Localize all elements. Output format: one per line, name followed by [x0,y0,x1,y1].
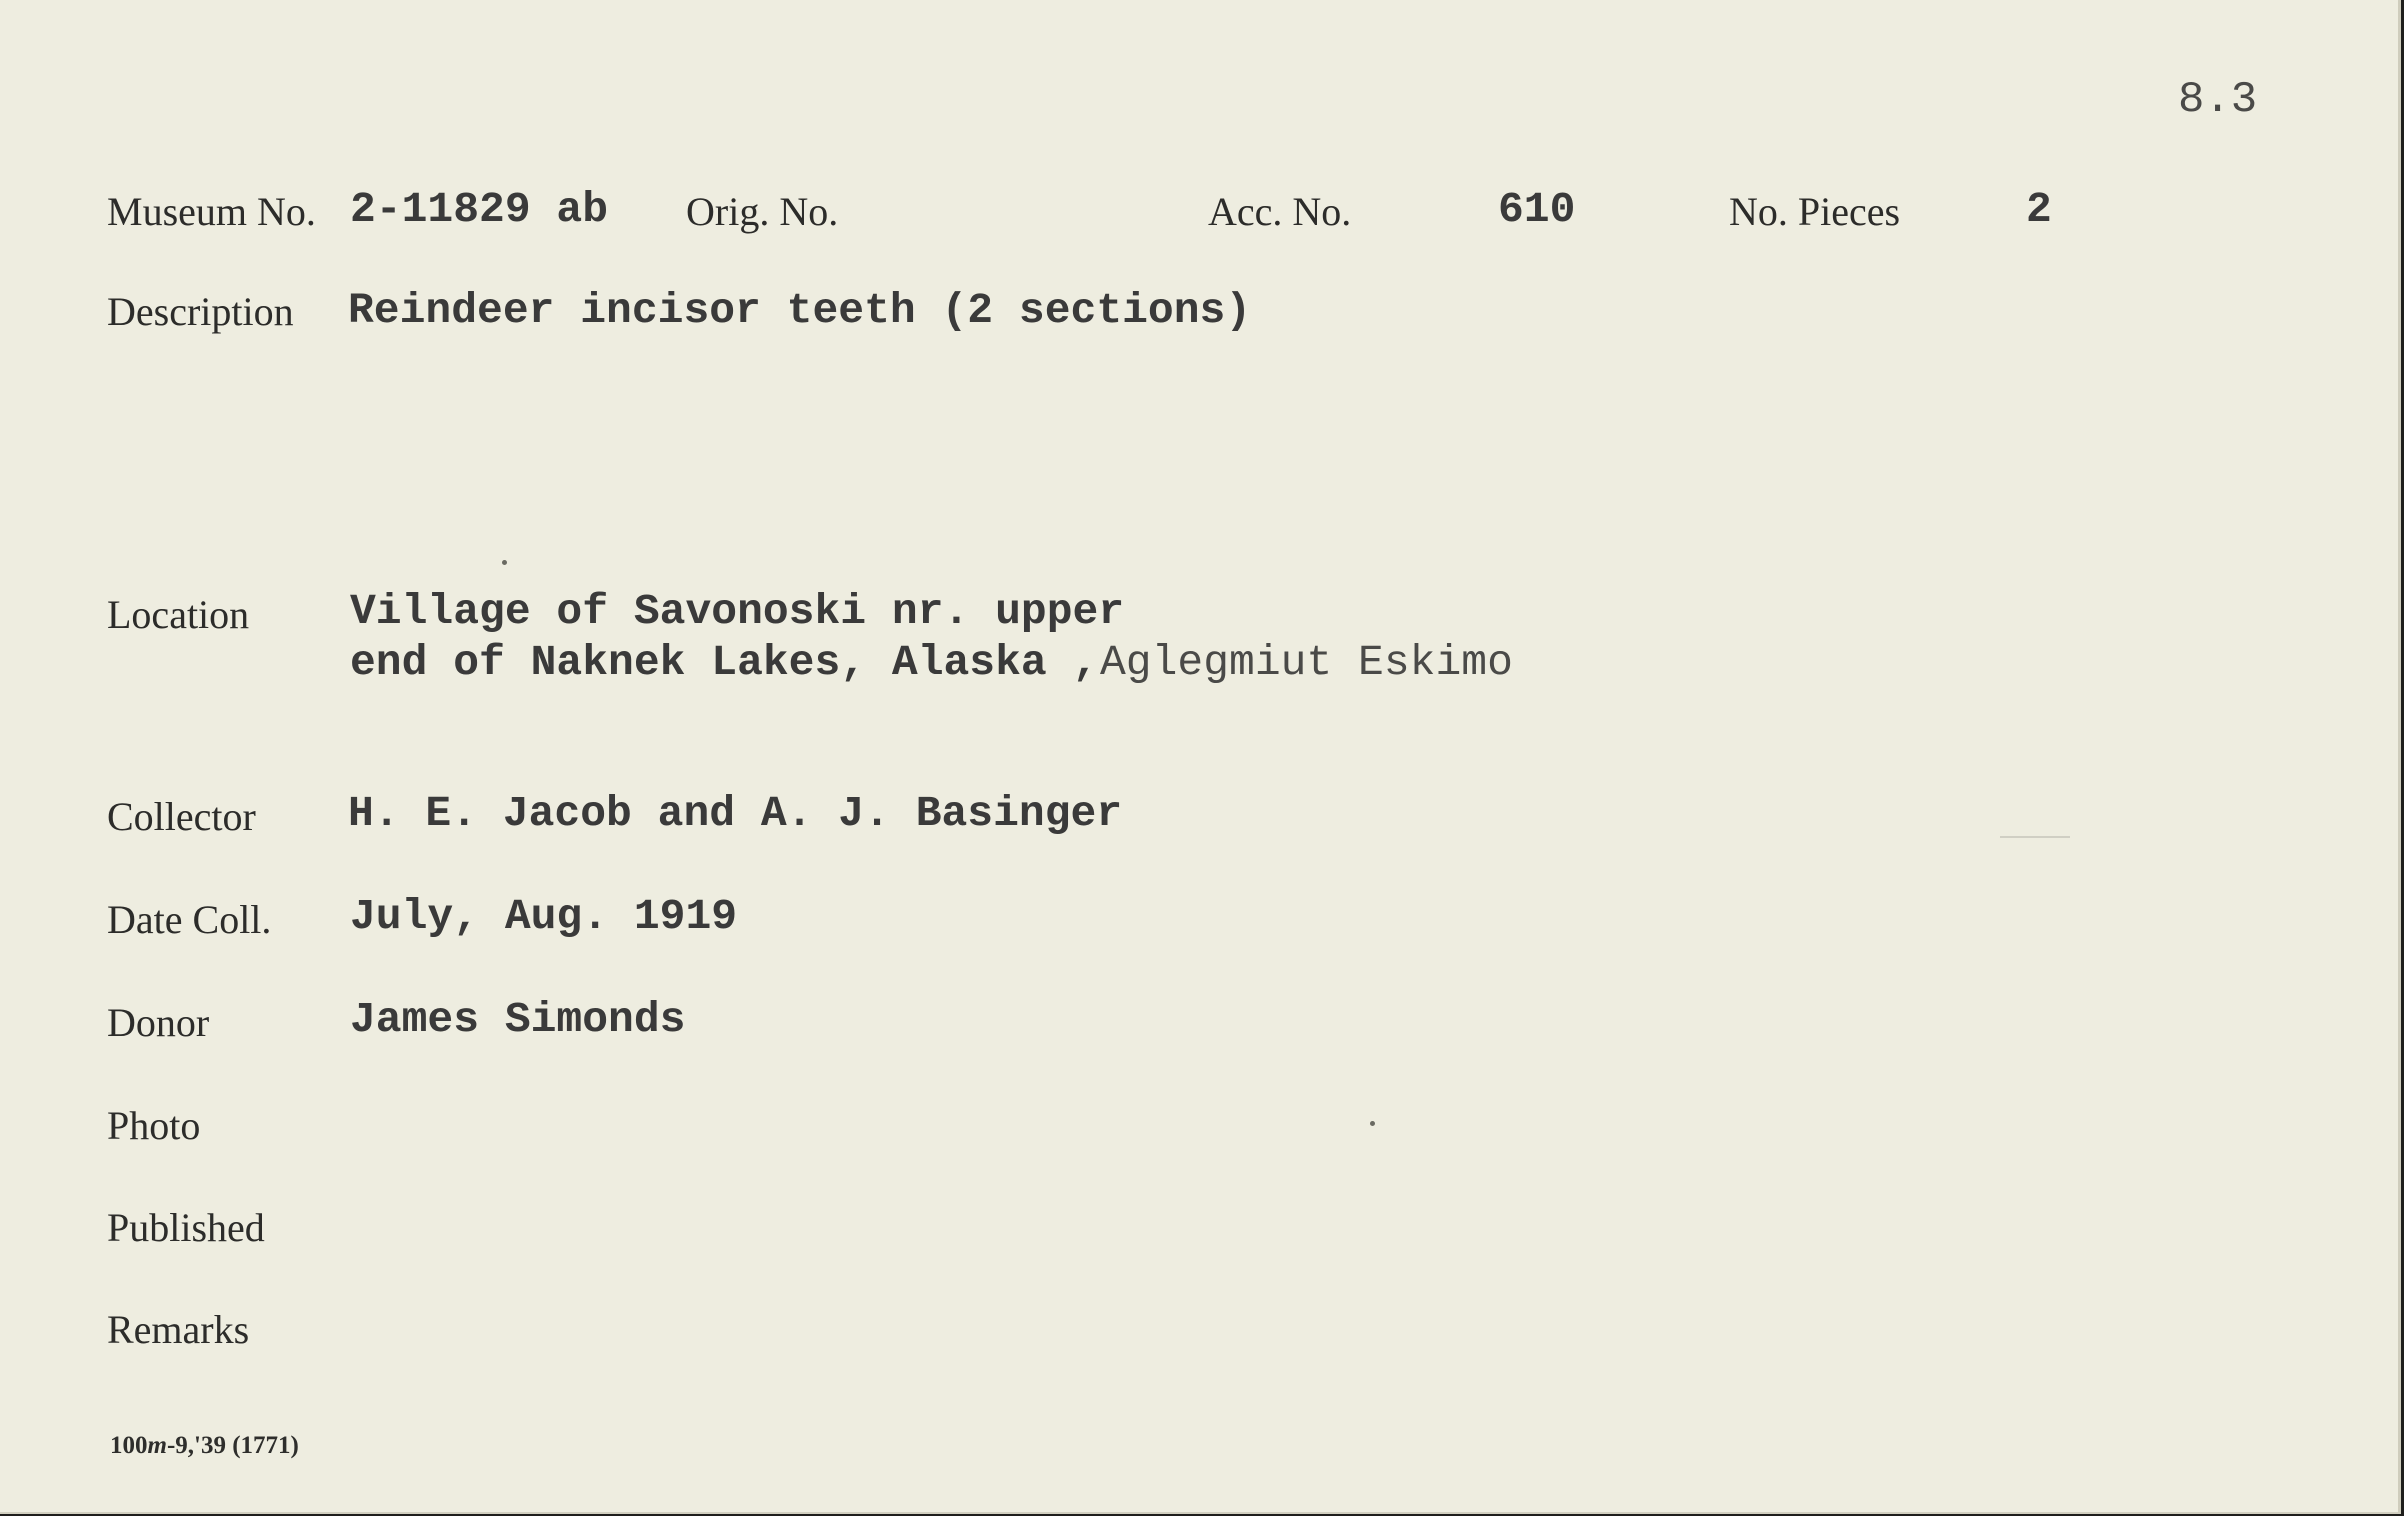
date-coll-value: July, Aug. 1919 [350,892,738,941]
photo-label: Photo [107,1103,201,1148]
print-code [110,1432,299,1460]
bleed-through-line [2000,836,2070,838]
remarks-label: Remarks [107,1307,250,1352]
published-label: Published [107,1205,265,1250]
no-pieces-label: No. Pieces [1729,189,1901,234]
date-coll-label: Date Coll. [107,897,272,942]
description-label: Description [107,289,294,334]
print-code-m: m [147,1432,167,1459]
location-line-1: Village of Savonoski nr. upper [350,587,1125,636]
corner-number: 8.3 [2178,75,2258,125]
location-label: Location [107,592,250,637]
print-code-prefix: 100 [110,1432,148,1459]
acc-no-value: 610 [1498,185,1576,234]
speck [502,560,507,565]
description-value: Reindeer incisor teeth (2 sections) [348,286,1252,335]
acc-no-label: Acc. No. [1208,189,1352,234]
no-pieces-value: 2 [2026,185,2052,234]
museum-no-label: Museum No. [107,189,316,234]
donor-value: James Simonds [350,995,686,1044]
collector-value: H. E. Jacob and A. J. Basinger [348,789,1123,838]
donor-label: Donor [107,1000,210,1045]
location-people: Aglegmiut Eskimo [1100,638,1513,687]
speck [1370,1121,1375,1126]
print-code-rest: -9,'39 (1771) [166,1432,299,1459]
location-line-2: end of Naknek Lakes, Alaska , [350,638,1099,687]
orig-no-label: Orig. No. [686,189,839,234]
museum-no-value: 2-11829 ab [350,185,609,234]
collector-label: Collector [107,794,256,839]
